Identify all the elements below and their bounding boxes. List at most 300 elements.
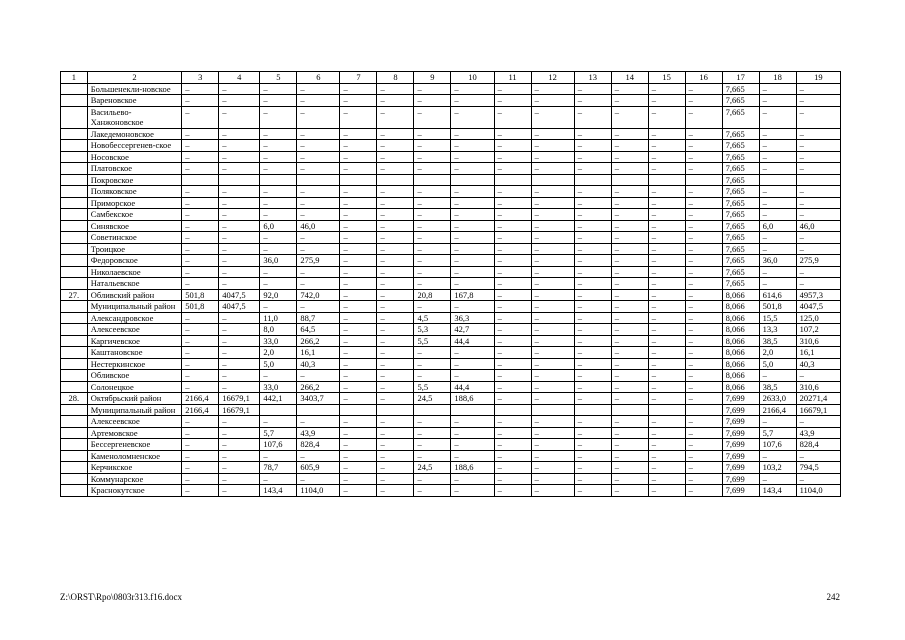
- value-cell: –: [297, 106, 340, 128]
- value-cell: 103,2: [759, 462, 796, 474]
- value-cell: –: [611, 209, 648, 221]
- value-cell: –: [611, 439, 648, 451]
- value-cell: –: [182, 266, 219, 278]
- value-cell: –: [574, 243, 611, 255]
- value-cell: [377, 404, 414, 416]
- value-cell: [574, 404, 611, 416]
- value-cell: –: [685, 473, 722, 485]
- value-cell: –: [574, 106, 611, 128]
- value-cell: –: [796, 278, 840, 290]
- value-cell: –: [611, 151, 648, 163]
- value-cell: –: [260, 243, 297, 255]
- value-cell: 7,699: [722, 427, 759, 439]
- value-cell: –: [494, 243, 531, 255]
- value-cell: 88,7: [297, 312, 340, 324]
- value-cell: –: [451, 266, 494, 278]
- value-cell: 5,0: [759, 358, 796, 370]
- value-cell: –: [685, 128, 722, 140]
- table-row: [61, 427, 841, 439]
- value-cell: –: [260, 301, 297, 313]
- value-cell: –: [414, 301, 451, 313]
- value-cell: 501,8: [182, 301, 219, 313]
- value-cell: –: [340, 347, 377, 359]
- value-cell: –: [685, 427, 722, 439]
- value-cell: –: [451, 450, 494, 462]
- value-cell: –: [260, 95, 297, 107]
- value-cell: –: [451, 140, 494, 152]
- value-cell: 7,665: [722, 197, 759, 209]
- row-number-cell: [61, 301, 88, 313]
- value-cell: –: [414, 83, 451, 95]
- value-cell: –: [611, 393, 648, 405]
- value-cell: –: [685, 370, 722, 382]
- value-cell: 7,665: [722, 186, 759, 198]
- row-number-cell: [61, 404, 88, 416]
- value-cell: –: [685, 140, 722, 152]
- value-cell: –: [219, 347, 260, 359]
- value-cell: 7,699: [722, 473, 759, 485]
- value-cell: –: [219, 140, 260, 152]
- value-cell: –: [340, 358, 377, 370]
- table-header-row: [61, 72, 841, 84]
- value-cell: –: [759, 140, 796, 152]
- value-cell: –: [494, 301, 531, 313]
- value-cell: [685, 174, 722, 186]
- value-cell: –: [340, 312, 377, 324]
- value-cell: –: [297, 151, 340, 163]
- value-cell: [297, 404, 340, 416]
- value-cell: 16679,1: [219, 404, 260, 416]
- row-number-cell: 28.: [61, 393, 88, 405]
- value-cell: 7,699: [722, 439, 759, 451]
- value-cell: 7,699: [722, 404, 759, 416]
- value-cell: –: [340, 370, 377, 382]
- value-cell: –: [340, 416, 377, 428]
- value-cell: –: [494, 266, 531, 278]
- value-cell: –: [260, 450, 297, 462]
- value-cell: –: [260, 473, 297, 485]
- value-cell: –: [531, 106, 574, 128]
- row-name-cell: Алексеевское: [87, 416, 182, 428]
- column-header: 11: [494, 72, 531, 84]
- value-cell: –: [685, 186, 722, 198]
- value-cell: –: [611, 128, 648, 140]
- value-cell: 8,066: [722, 289, 759, 301]
- value-cell: –: [297, 197, 340, 209]
- value-cell: –: [531, 83, 574, 95]
- table-row: [61, 186, 841, 198]
- value-cell: –: [219, 243, 260, 255]
- value-cell: 107,2: [796, 324, 840, 336]
- column-header: 10: [451, 72, 494, 84]
- value-cell: –: [611, 462, 648, 474]
- value-cell: –: [451, 95, 494, 107]
- row-number-cell: 27.: [61, 289, 88, 301]
- value-cell: –: [574, 197, 611, 209]
- value-cell: –: [648, 358, 685, 370]
- value-cell: –: [685, 450, 722, 462]
- value-cell: 167,8: [451, 289, 494, 301]
- value-cell: –: [340, 473, 377, 485]
- value-cell: –: [685, 347, 722, 359]
- row-name-cell: Платовское: [87, 163, 182, 175]
- value-cell: –: [531, 324, 574, 336]
- value-cell: –: [414, 106, 451, 128]
- column-header: 4: [219, 72, 260, 84]
- value-cell: –: [648, 197, 685, 209]
- value-cell: –: [494, 439, 531, 451]
- value-cell: –: [648, 381, 685, 393]
- value-cell: –: [451, 209, 494, 221]
- value-cell: –: [574, 358, 611, 370]
- value-cell: –: [219, 95, 260, 107]
- value-cell: –: [414, 473, 451, 485]
- value-cell: –: [414, 163, 451, 175]
- value-cell: –: [377, 163, 414, 175]
- table-row: [61, 381, 841, 393]
- value-cell: –: [759, 186, 796, 198]
- table-row: [61, 83, 841, 95]
- value-cell: –: [182, 243, 219, 255]
- value-cell: –: [611, 335, 648, 347]
- value-cell: –: [414, 358, 451, 370]
- value-cell: 7,665: [722, 106, 759, 128]
- value-cell: –: [574, 151, 611, 163]
- value-cell: –: [182, 450, 219, 462]
- row-number-cell: [61, 473, 88, 485]
- value-cell: –: [219, 232, 260, 244]
- value-cell: –: [611, 243, 648, 255]
- row-number-cell: [61, 427, 88, 439]
- value-cell: [494, 174, 531, 186]
- value-cell: –: [574, 324, 611, 336]
- value-cell: –: [260, 278, 297, 290]
- value-cell: –: [531, 301, 574, 313]
- value-cell: –: [451, 370, 494, 382]
- table-row: [61, 289, 841, 301]
- value-cell: –: [377, 186, 414, 198]
- value-cell: –: [260, 416, 297, 428]
- value-cell: 7,699: [722, 485, 759, 497]
- value-cell: –: [574, 427, 611, 439]
- column-header: 7: [340, 72, 377, 84]
- table-row: [61, 232, 841, 244]
- value-cell: –: [182, 232, 219, 244]
- value-cell: 5,0: [260, 358, 297, 370]
- value-cell: –: [796, 163, 840, 175]
- row-number-cell: [61, 381, 88, 393]
- value-cell: [377, 174, 414, 186]
- value-cell: –: [611, 347, 648, 359]
- table-row: [61, 462, 841, 474]
- value-cell: [796, 174, 840, 186]
- value-cell: –: [377, 197, 414, 209]
- value-cell: –: [574, 95, 611, 107]
- value-cell: –: [451, 358, 494, 370]
- value-cell: –: [648, 473, 685, 485]
- value-cell: –: [377, 266, 414, 278]
- value-cell: –: [494, 393, 531, 405]
- value-cell: –: [340, 439, 377, 451]
- value-cell: –: [531, 209, 574, 221]
- value-cell: –: [531, 473, 574, 485]
- value-cell: [648, 404, 685, 416]
- value-cell: –: [340, 209, 377, 221]
- value-cell: –: [414, 416, 451, 428]
- value-cell: 143,4: [260, 485, 297, 497]
- value-cell: –: [759, 106, 796, 128]
- value-cell: 36,0: [260, 255, 297, 267]
- table-row: [61, 370, 841, 382]
- row-number-cell: [61, 232, 88, 244]
- value-cell: –: [574, 301, 611, 313]
- row-name-cell: Муниципальный район: [87, 301, 182, 313]
- value-cell: –: [414, 128, 451, 140]
- value-cell: –: [297, 301, 340, 313]
- value-cell: –: [611, 427, 648, 439]
- value-cell: 5,3: [414, 324, 451, 336]
- value-cell: –: [796, 197, 840, 209]
- value-cell: –: [260, 83, 297, 95]
- value-cell: –: [611, 301, 648, 313]
- value-cell: –: [377, 427, 414, 439]
- value-cell: –: [494, 163, 531, 175]
- value-cell: 501,8: [182, 289, 219, 301]
- value-cell: –: [759, 473, 796, 485]
- value-cell: –: [494, 335, 531, 347]
- value-cell: 828,4: [297, 439, 340, 451]
- value-cell: –: [219, 163, 260, 175]
- value-cell: 7,699: [722, 416, 759, 428]
- value-cell: –: [611, 381, 648, 393]
- value-cell: –: [648, 370, 685, 382]
- value-cell: –: [574, 83, 611, 95]
- row-number-cell: [61, 209, 88, 221]
- table-row: [61, 278, 841, 290]
- value-cell: –: [648, 427, 685, 439]
- value-cell: –: [685, 163, 722, 175]
- value-cell: –: [611, 450, 648, 462]
- row-name-cell: Октябрьский район: [87, 393, 182, 405]
- value-cell: –: [531, 358, 574, 370]
- value-cell: [648, 174, 685, 186]
- value-cell: –: [611, 197, 648, 209]
- column-header: 2: [87, 72, 182, 84]
- column-header: 5: [260, 72, 297, 84]
- value-cell: 33,0: [260, 335, 297, 347]
- table-row: [61, 95, 841, 107]
- value-cell: –: [340, 95, 377, 107]
- value-cell: –: [685, 106, 722, 128]
- value-cell: –: [685, 381, 722, 393]
- value-cell: 7,665: [722, 209, 759, 221]
- value-cell: –: [182, 83, 219, 95]
- column-header: 12: [531, 72, 574, 84]
- row-name-cell: Каменоломненское: [87, 450, 182, 462]
- row-number-cell: [61, 174, 88, 186]
- table-row: [61, 393, 841, 405]
- page-number: 242: [826, 592, 840, 602]
- value-cell: –: [759, 151, 796, 163]
- value-cell: 188,6: [451, 393, 494, 405]
- value-cell: –: [340, 450, 377, 462]
- value-cell: –: [531, 197, 574, 209]
- value-cell: –: [182, 416, 219, 428]
- value-cell: –: [574, 473, 611, 485]
- value-cell: –: [531, 278, 574, 290]
- value-cell: –: [648, 278, 685, 290]
- row-name-cell: Васильево-Ханжоновское: [87, 106, 182, 128]
- value-cell: –: [611, 485, 648, 497]
- value-cell: 5,5: [414, 381, 451, 393]
- value-cell: –: [648, 347, 685, 359]
- value-cell: –: [414, 220, 451, 232]
- value-cell: –: [182, 151, 219, 163]
- value-cell: –: [531, 450, 574, 462]
- value-cell: 7,665: [722, 243, 759, 255]
- table-row: [61, 312, 841, 324]
- value-cell: –: [685, 485, 722, 497]
- row-number-cell: [61, 324, 88, 336]
- value-cell: –: [219, 335, 260, 347]
- value-cell: –: [685, 393, 722, 405]
- value-cell: 7,665: [722, 278, 759, 290]
- value-cell: 8,066: [722, 381, 759, 393]
- value-cell: –: [494, 197, 531, 209]
- value-cell: –: [574, 232, 611, 244]
- row-name-cell: Натальевское: [87, 278, 182, 290]
- value-cell: 7,665: [722, 140, 759, 152]
- value-cell: –: [574, 450, 611, 462]
- value-cell: –: [574, 209, 611, 221]
- value-cell: 266,2: [297, 335, 340, 347]
- value-cell: [297, 174, 340, 186]
- value-cell: –: [531, 335, 574, 347]
- row-name-cell: Вареновское: [87, 95, 182, 107]
- value-cell: –: [414, 243, 451, 255]
- value-cell: 16,1: [796, 347, 840, 359]
- value-cell: –: [260, 151, 297, 163]
- value-cell: –: [297, 370, 340, 382]
- value-cell: –: [685, 312, 722, 324]
- value-cell: –: [796, 140, 840, 152]
- value-cell: 16679,1: [796, 404, 840, 416]
- table-row: [61, 404, 841, 416]
- row-number-cell: [61, 347, 88, 359]
- row-number-cell: [61, 278, 88, 290]
- value-cell: –: [219, 324, 260, 336]
- value-cell: –: [260, 163, 297, 175]
- value-cell: –: [414, 209, 451, 221]
- value-cell: –: [219, 485, 260, 497]
- row-number-cell: [61, 163, 88, 175]
- value-cell: –: [494, 106, 531, 128]
- value-cell: –: [759, 163, 796, 175]
- value-cell: –: [574, 255, 611, 267]
- value-cell: 16,1: [297, 347, 340, 359]
- value-cell: –: [759, 370, 796, 382]
- value-cell: –: [182, 278, 219, 290]
- value-cell: 605,9: [297, 462, 340, 474]
- value-cell: –: [685, 209, 722, 221]
- value-cell: –: [219, 209, 260, 221]
- row-number-cell: [61, 439, 88, 451]
- value-cell: –: [182, 485, 219, 497]
- value-cell: 4047,5: [219, 301, 260, 313]
- value-cell: –: [297, 232, 340, 244]
- value-cell: 36,3: [451, 312, 494, 324]
- value-cell: –: [182, 186, 219, 198]
- row-number-cell: [61, 83, 88, 95]
- value-cell: –: [685, 278, 722, 290]
- value-cell: –: [685, 232, 722, 244]
- value-cell: –: [377, 232, 414, 244]
- value-cell: 38,5: [759, 335, 796, 347]
- value-cell: –: [219, 416, 260, 428]
- column-header: 14: [611, 72, 648, 84]
- value-cell: 7,665: [722, 255, 759, 267]
- row-name-cell: Синявское: [87, 220, 182, 232]
- value-cell: –: [531, 140, 574, 152]
- value-cell: 5,7: [759, 427, 796, 439]
- value-cell: –: [494, 370, 531, 382]
- value-cell: 2633,0: [759, 393, 796, 405]
- value-cell: –: [685, 197, 722, 209]
- column-header: 3: [182, 72, 219, 84]
- value-cell: –: [451, 301, 494, 313]
- value-cell: 78,7: [260, 462, 297, 474]
- value-cell: –: [414, 186, 451, 198]
- value-cell: –: [219, 197, 260, 209]
- value-cell: –: [182, 163, 219, 175]
- row-name-cell: Нестеркинское: [87, 358, 182, 370]
- value-cell: –: [796, 266, 840, 278]
- value-cell: 7,665: [722, 151, 759, 163]
- value-cell: 742,0: [297, 289, 340, 301]
- value-cell: –: [796, 450, 840, 462]
- value-cell: 2,0: [260, 347, 297, 359]
- value-cell: –: [685, 151, 722, 163]
- row-number-cell: [61, 186, 88, 198]
- value-cell: –: [340, 393, 377, 405]
- value-cell: –: [414, 427, 451, 439]
- value-cell: –: [574, 381, 611, 393]
- table-row: [61, 140, 841, 152]
- value-cell: –: [796, 243, 840, 255]
- value-cell: 92,0: [260, 289, 297, 301]
- value-cell: –: [685, 324, 722, 336]
- value-cell: –: [494, 473, 531, 485]
- value-cell: –: [451, 128, 494, 140]
- row-number-cell: [61, 197, 88, 209]
- value-cell: –: [494, 312, 531, 324]
- value-cell: –: [414, 485, 451, 497]
- value-cell: –: [451, 278, 494, 290]
- value-cell: 8,066: [722, 301, 759, 313]
- row-number-cell: [61, 370, 88, 382]
- value-cell: 7,665: [722, 266, 759, 278]
- value-cell: –: [377, 358, 414, 370]
- table-row: [61, 473, 841, 485]
- value-cell: –: [297, 83, 340, 95]
- value-cell: –: [648, 106, 685, 128]
- column-header: 17: [722, 72, 759, 84]
- value-cell: –: [648, 209, 685, 221]
- value-cell: –: [377, 106, 414, 128]
- value-cell: 46,0: [297, 220, 340, 232]
- value-cell: –: [377, 462, 414, 474]
- value-cell: 2,0: [759, 347, 796, 359]
